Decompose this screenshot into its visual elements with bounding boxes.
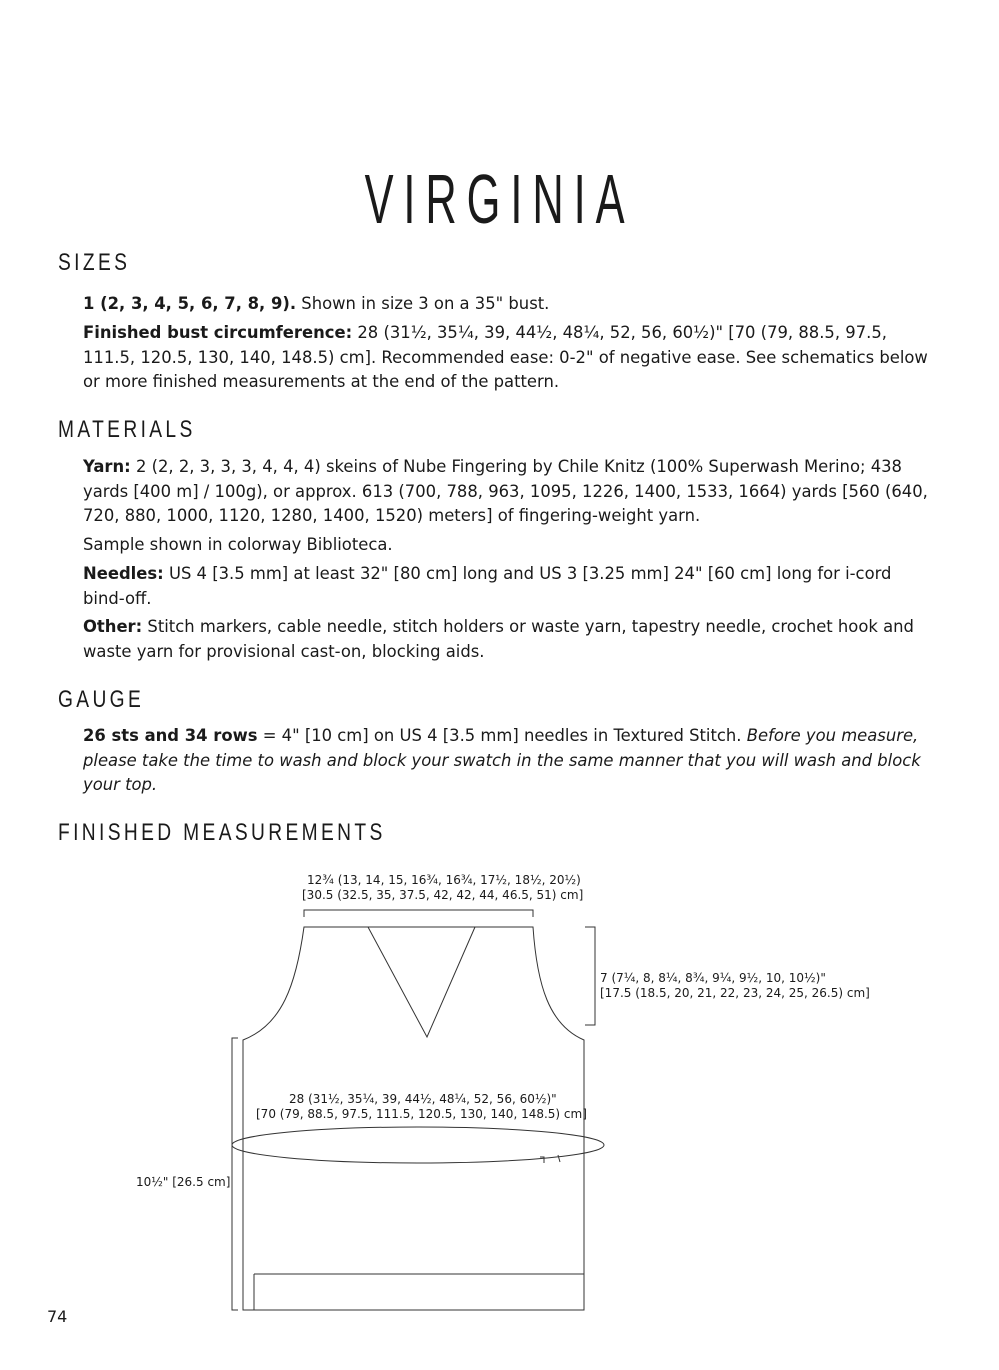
materials-heading: MATERIALS xyxy=(58,416,196,443)
page-title: VIRGINIA xyxy=(364,159,635,238)
armhole-depth-label-cm: [17.5 (18.5, 20, 21, 22, 23, 24, 25, 26.5) cm] xyxy=(600,986,870,1000)
needles-label: Needles: xyxy=(83,564,164,583)
bust-label-in: 28 (31½, 35¼, 39, 44½, 48¼, 52, 56, 60½)" xyxy=(289,1092,557,1106)
sizes-list: 1 (2, 3, 4, 5, 6, 7, 8, 9). xyxy=(83,294,297,313)
neck-width-label-cm: [30.5 (32.5, 35, 37.5, 42, 42, 44, 46.5, 51) cm] xyxy=(302,888,584,902)
finished-measurements-heading: FINISHED MEASUREMENTS xyxy=(58,819,386,846)
body-length-label: 10½" [26.5 cm] xyxy=(136,1175,231,1189)
other-text: Stitch markers, cable needle, stitch holders or waste yarn, tapestry needle, crochet hook and waste yarn for provisional cast-on, blocking aids. xyxy=(83,617,914,661)
bust-label: Finished bust circumference: xyxy=(83,323,353,342)
page-number: 74 xyxy=(47,1307,68,1326)
sample-paragraph: Sample shown in colorway Biblioteca. xyxy=(83,535,393,554)
needles-text: US 4 [3.5 mm] at least 32" [80 cm] long and US 3 [3.25 mm] 24" [60 cm] long for i-cord bind-off. xyxy=(83,564,892,608)
sizes-shown-note: Shown in size 3 on a 35" bust. xyxy=(296,294,550,313)
armhole-depth-label-in: 7 (7¼, 8, 8¼, 8¾, 9¼, 9½, 10, 10½)" xyxy=(600,971,826,985)
bust-ellipse-marker xyxy=(540,1155,560,1163)
gauge-label: 26 sts and 34 rows xyxy=(83,726,258,745)
neck-width-bracket xyxy=(304,910,533,917)
neck-width-label-in: 12¾ (13, 14, 15, 16¾, 16¾, 17½, 18½, 20½) xyxy=(307,873,581,887)
yarn-text: 2 (2, 2, 3, 3, 3, 4, 4, 4) skeins of Nube Fingering by Chile Knitz (100% Superwash Merino; 438 yards [400 m] / 100g), or approx. 613 (700, 788, 963, 1095, 1226, 1400, 1533, 1664) yards [560 (640, 720, 880, 1000, 1120, 1280, 1400, 1520) meters] of fingering-weight yarn. xyxy=(83,457,928,525)
yarn-label: Yarn: xyxy=(83,457,131,476)
gauge-note: Before you measure, please take the time to wash and block your swatch in the same manner that you will wash and block your top. xyxy=(83,726,921,794)
bust-ellipse xyxy=(232,1127,604,1163)
other-label: Other: xyxy=(83,617,143,636)
armhole-depth-bracket xyxy=(585,927,595,1025)
body-length-bracket xyxy=(232,1038,238,1310)
v-neck-line xyxy=(368,927,475,1037)
bust-label-cm: [70 (79, 88.5, 97.5, 111.5, 120.5, 130, 140, 148.5) cm] xyxy=(256,1107,587,1121)
bust-text: 28 (31½, 35¼, 39, 44½, 48¼, 52, 56, 60½)" [70 (79, 88.5, 97.5, 111.5, 120.5, 130, 140, 148.5) cm]. Recommended ease: 0-2" of negative ease. See schematics below or more finished measurements at the end of the pattern. xyxy=(83,323,928,391)
sizes-heading: SIZES xyxy=(58,249,131,276)
gauge-heading: GAUGE xyxy=(58,686,145,713)
gauge-text: = 4" [10 cm] on US 4 [3.5 mm] needles in Textured Stitch. xyxy=(257,726,747,745)
